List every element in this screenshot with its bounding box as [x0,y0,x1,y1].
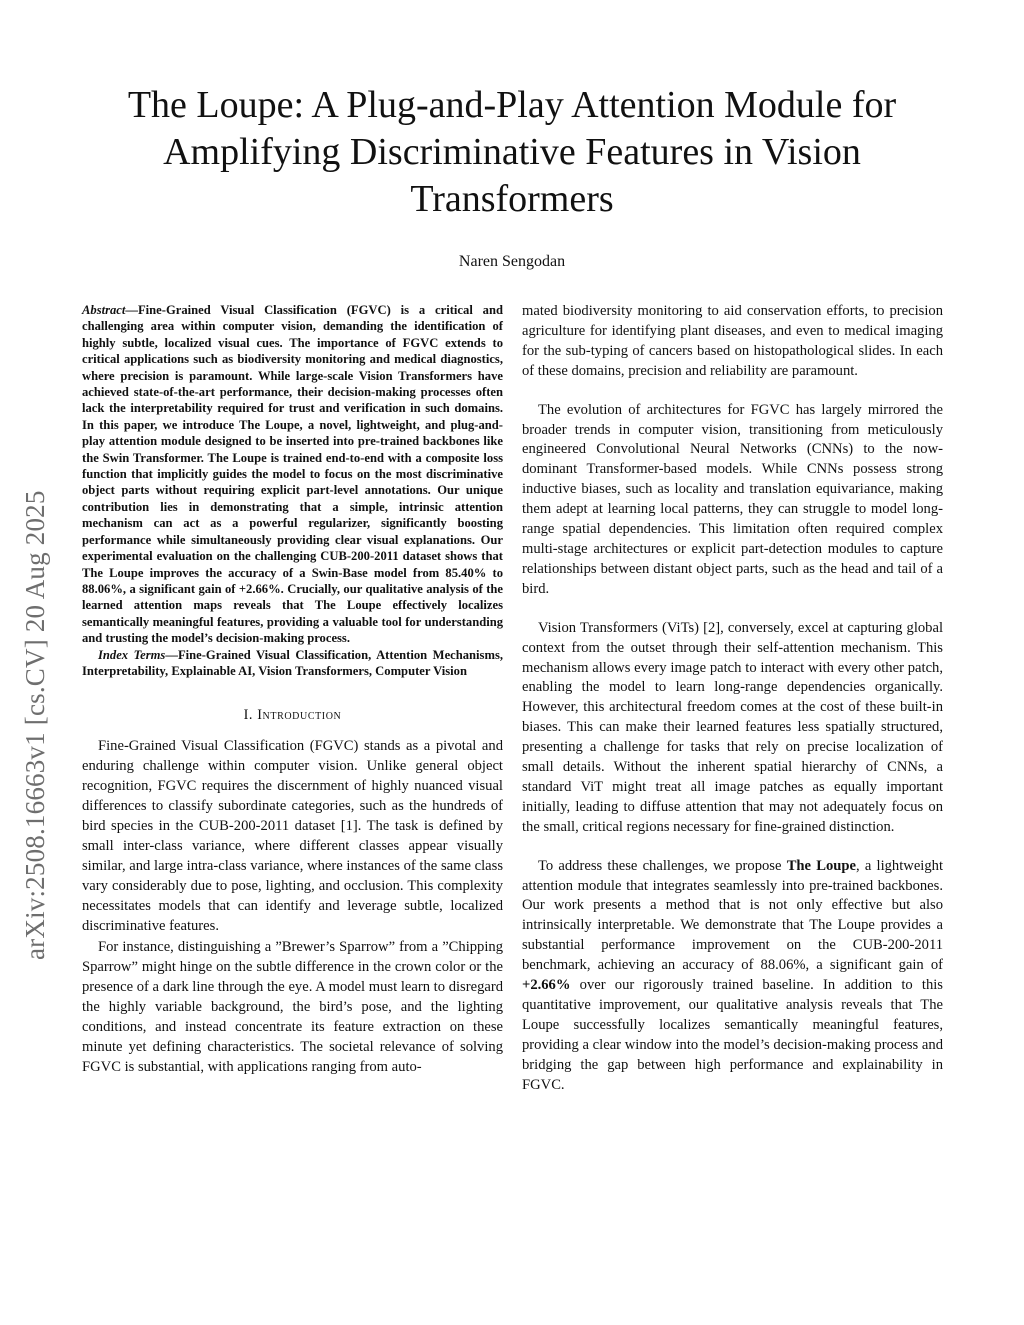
intro-paragraph-5 [522,857,943,1096]
section-heading-introduction [82,707,503,724]
section-numeral: I. [243,707,258,724]
title-line-1: The Loupe: A Plug-and-Play Attention Module for [127,84,897,126]
index-terms-label: Index Terms [98,647,166,662]
gain-bold: +2.66% [522,977,571,994]
right-column [522,302,943,1096]
author-name: Naren Sengodan [458,253,566,270]
abstract [82,302,503,647]
p5-text-a: To address these challenges, we propose [538,857,787,874]
intro-paragraph-2-continued: mated biodiversity monitoring to aid conservation efforts, to precision agriculture for identifying plant diseases, and even to medical imaging for the sub-typing of cancers based on histopathological slides. In each of these domains, precision and reliability are paramount. [522,303,943,379]
arxiv-identifier: arXiv:2508.16663v1 [cs.CV] 20 Aug 2025 [20,490,50,960]
intro-paragraph-1: Fine-Grained Visual Classification (FGVC) stands as a pivotal and enduring challenge within computer vision. Unlike general object recognition, FGVC requires the discernment of highly nuanced visual differences to classify subordinate categories, such as the hundreds of bird species in the CUB-200-2011 dataset [1]. The task is defined by small inter-class variance, where different classes appear visually similar, and large intra-class variance, where instances of the same class vary considerably due to pose, lighting, and occlusion. This complexity necessitates models that can identify and leverage subtle, localized discriminative features. [82,738,503,934]
intro-paragraph-4: Vision Transformers (ViTs) [2], conversely, excel at capturing global context from the outset through their self-attention mechanism. This mechanism allows every image patch to interact with every other patch, enabling the model to learn long-range dependencies organically. However, this architectural freedom comes at the cost of these built-in biases. This can make their learned features less spatially structured, presenting a challenge for tasks that rely on precise localization of small details. Without the inherent spatial hierarchy of CNNs, a standard ViT might treat all image patches as equally important initially, leading to diffuse attention that may not adequately focus on the small, critical regions necessary for fine-grained distinction. [522,619,943,835]
intro-paragraph-3: The evolution of architectures for FGVC has largely mirrored the broader trends in computer vision, transitioning from meticulously engineered Convolutional Neural Networks (CNNs) to the now-dominant Transformer-based models. While CNNs possess strong inductive biases, such as locality and translation equivariance, making them adept at learning local patterns, they can struggle to model long-range spatial dependencies. This limitation often required complex multi-stage architectures or explicit part-detection modules to capture relationships between distant object parts, such as the head and tail of a bird. [522,401,943,597]
paper-title [0,82,1024,223]
title-block [0,82,1024,271]
p5-text-c: over our rigorously trained baseline. In addition to this quantitative improvement, our qualitative analysis reveals that The Loupe successfully localizes semantically meaningful features, providing a clear window into the model’s decision-making process and bridging the gap between high performance and explainability in FGVC. [522,977,943,1093]
left-column [82,302,503,1078]
p5-text-b: , a lightweight attention module that integrates seamlessly into pre-trained backbones. Our work presents a method that is not only effective but also intrinsically interpretable. We demonstrate that The Loupe provides a substantial performance improvement on the CUB-200-2011 benchmark, achieving an accuracy of 88.06%, a significant gain of [522,857,943,974]
abstract-label: Abstract [82,303,126,317]
index-terms-text: —Fine-Grained Visual Classification, Attention Mechanisms, Interpretability, Explainable AI, Vision Transformers, Computer Vision [82,647,503,678]
intro-paragraph-2: For instance, distinguishing a ”Brewer’s Sparrow” from a ”Chipping Sparrow” might hinge on the subtle difference in the crown color or the presence of a dark line through the eye. A model must learn to disregard the highly variable background, the bird’s pose, and the lighting conditions, and instead concentrate its feature extraction on these minute yet defining characteristics. The societal relevance of solving FGVC is substantial, with applications ranging from auto- [82,939,503,1075]
abstract-text: —Fine-Grained Visual Classification (FGVC) is a critical and challenging area within computer vision, demanding the identification of highly subtle, localized visual cues. The importance of FGVC extends to critical applications such as biodiversity monitoring and medical diagnostics, where precision is paramount. While large-scale Vision Transformers have achieved state-of-the-art performance, their decision-making processes often lack the interpretability required for trust and verification in such domains. In this paper, we introduce The Loupe, a novel, lightweight, and plug-and-play attention module designed to be inserted into pre-trained backbones like the Swin Transformer. The Loupe is trained end-to-end with a composite loss function that implicitly guides the model to focus on the most discriminative object parts without requiring explicit part-level annotations. Our unique contribution lies in demonstrating that a simple, intrinsic attention mechanism can act as a powerful regularizer, significantly boosting performance while simultaneously providing clear visual explanations. Our experimental evaluation on the challenging CUB-200-2011 dataset shows that The Loupe improves the accuracy of a Swin-Base model from 85.40% to 88.06%, a significant gain of +2.66%. Crucially, our qualitative analysis of the learned attention maps reveals that The Loupe effectively localizes semantically meaningful features, providing a valuable tool for understanding and trusting the model’s decision-making process. [82,303,503,646]
title-line-3: Transformers [410,178,614,220]
index-terms [82,647,503,680]
the-loupe-bold: The Loupe [786,857,856,874]
title-line-2: Amplifying Discriminative Features in Vision [163,131,861,173]
section-title: Introduction [257,707,342,724]
